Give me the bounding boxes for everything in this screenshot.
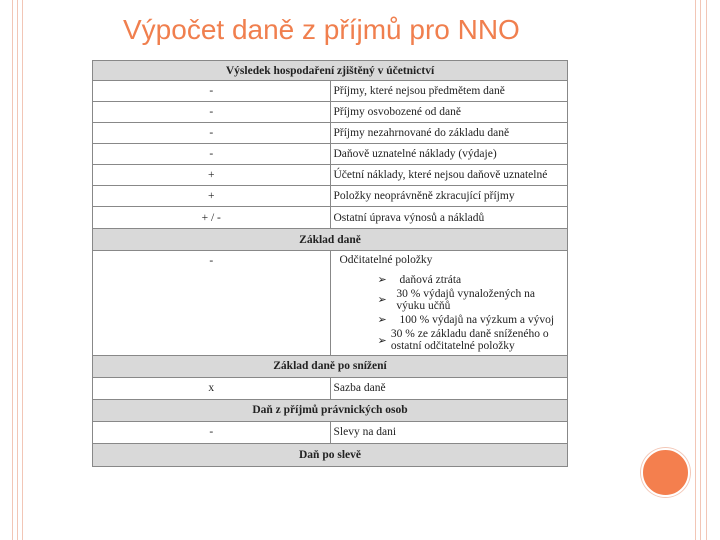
left-border-line-3	[22, 0, 23, 540]
rate-sign: x	[93, 377, 331, 399]
deductible-item-text: 30 % ze základu daně sníženého o ostatní odčitatelné položky	[390, 328, 549, 353]
arrowhead-bullet-icon: ➢	[377, 314, 387, 327]
deductible-item-text: 30 % výdajů vynaložených na výuku učňů	[396, 287, 535, 312]
header-tax-after-discount: Daň po slevě	[93, 443, 568, 466]
deductible-item	[334, 328, 565, 353]
deductible-sign: -	[93, 251, 331, 355]
right-border-line-2	[700, 0, 701, 540]
header-tax-base: Základ daně	[93, 229, 568, 251]
row-label: Příjmy, které nejsou předmětem daně	[330, 81, 568, 102]
row-label: Účetní náklady, které nejsou daňově uznatelné	[330, 165, 568, 186]
deductible-item	[334, 287, 565, 312]
row-sign: +	[93, 186, 331, 207]
left-border-line	[12, 0, 13, 540]
row-label: Ostatní úprava výnosů a nákladů	[330, 207, 568, 229]
tax-calculation-table	[92, 60, 568, 467]
discount-label: Slevy na dani	[330, 421, 568, 443]
right-border-line-3	[706, 0, 707, 540]
row-label: Příjmy nezahrnované do základu daně	[330, 123, 568, 144]
row-label: Daňově uznatelné náklady (výdaje)	[330, 144, 568, 165]
row-sign: -	[93, 81, 331, 102]
arrowhead-bullet-icon: ➢	[377, 294, 387, 307]
right-border-line	[695, 0, 696, 540]
header-corporate-income-tax: Daň z příjmů právnických osob	[93, 399, 568, 421]
discount-sign: -	[93, 421, 331, 443]
deductible-item-text: 100 % výdajů na výzkum a vývoj	[399, 313, 555, 326]
row-sign: + / -	[93, 207, 331, 229]
arrowhead-bullet-icon: ➢	[377, 274, 387, 287]
deductible-title: Odčitatelné položky	[339, 254, 433, 267]
header-accounting-result: Výsledek hospodaření zjištěný v účetnictví	[93, 61, 568, 81]
header-reduced-tax-base: Základ daně po snížení	[93, 355, 568, 377]
row-sign: -	[93, 123, 331, 144]
row-label: Příjmy osvobozené od daně	[330, 102, 568, 123]
arrowhead-bullet-icon: ➢	[377, 334, 387, 347]
deductible-item-text: daňová ztráta	[399, 273, 462, 286]
row-label: Položky neoprávněně zkracující příjmy	[330, 186, 568, 207]
deductible-item	[334, 310, 565, 330]
row-sign: +	[93, 165, 331, 186]
row-sign: -	[93, 102, 331, 123]
decorative-circle	[641, 448, 690, 497]
rate-label: Sazba daně	[330, 377, 568, 399]
deductible-cell	[330, 251, 568, 355]
slide-title: Výpočet daně z příjmů pro NNO	[123, 14, 520, 45]
left-border-line-2	[17, 0, 18, 540]
row-sign: -	[93, 144, 331, 165]
deductible-item	[334, 269, 565, 289]
